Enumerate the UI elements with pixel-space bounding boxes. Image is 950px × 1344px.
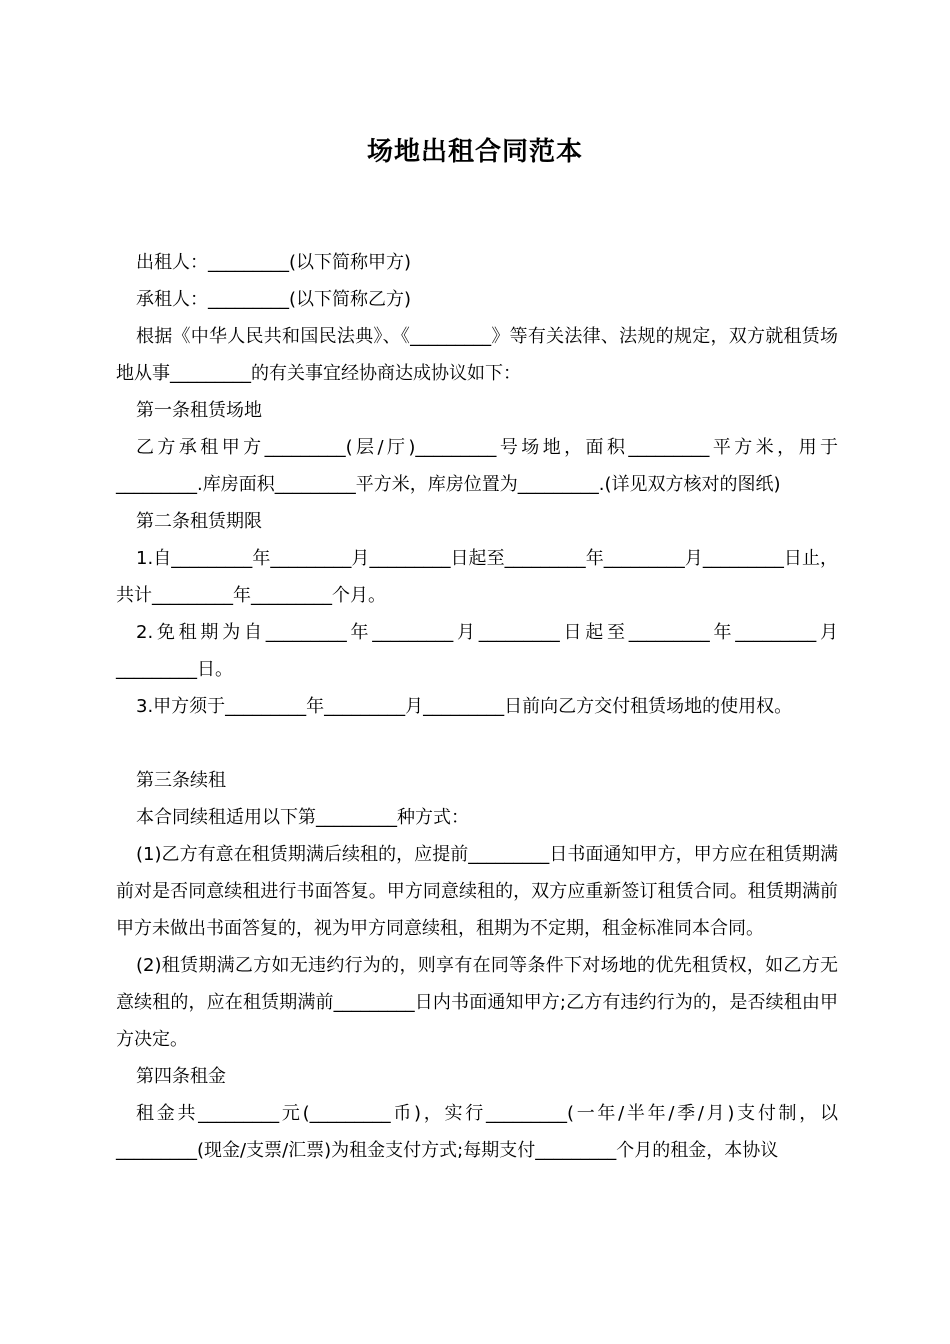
article-3-option-2: (2)租赁期满乙方如无违约行为的，则享有在同等条件下对场地的优先租赁权，如乙方无意续租的，应在租赁期满前_________日内书面通知甲方;乙方有违约行为的，是否续租由甲方决定。	[116, 955, 838, 1050]
article-3-intro: 本合同续租适用以下第_________种方式：	[136, 807, 469, 828]
article-3-option-1: (1)乙方有意在租赁期满后续租的，应提前_________日书面通知甲方，甲方应在租赁期满前对是否同意续租进行书面答复。甲方同意续租的，双方应重新签订租赁合同。租赁期满前甲方未做出书面答复的，视为甲方同意续租，租期为不定期，租金标准同本合同。	[116, 844, 838, 939]
lessee-line: 承租人：_________(以下简称乙方)	[136, 289, 412, 310]
article-2-item-2: 2.免租期为自_________年_________月_________日起至_________年_________月_________日。	[116, 622, 838, 680]
blank-line	[116, 725, 838, 762]
article-2-item-3: 3.甲方须于_________年_________月_________日前向乙方交付租赁场地的使用权。	[136, 696, 793, 717]
article-1-paragraph: 乙方承租甲方_________(层/厅)_________号场地，面积_________平方米，用于_________.库房面积_________平方米，库房位置为_________.(详见双方核对的图纸)	[116, 437, 838, 495]
article-1-heading: 第一条租赁场地	[136, 400, 262, 421]
preamble-paragraph: 根据《中华人民共和国民法典》、《_________》等有关法律、法规的规定，双方就租赁场地从事_________的有关事宜经协商达成协议如下：	[116, 326, 838, 384]
article-4-paragraph: 租金共_________元(_________币)，实行_________(一年/半年/季/月)支付制，以_________(现金/支票/汇票)为租金支付方式;每期支付_________个月的租金，本协议	[116, 1103, 838, 1161]
article-3-heading: 第三条续租	[136, 770, 226, 791]
lessor-line: 出租人：_________(以下简称甲方)	[136, 252, 412, 273]
article-2-heading: 第二条租赁期限	[136, 511, 262, 532]
article-4-heading: 第四条租金	[136, 1066, 226, 1087]
article-2-item-1: 1.自_________年_________月_________日起至_________年_________月_________日止，共计_________年_________个月。	[116, 548, 838, 606]
document-body	[116, 244, 838, 1169]
document-title: 场地出租合同范本	[366, 137, 583, 167]
